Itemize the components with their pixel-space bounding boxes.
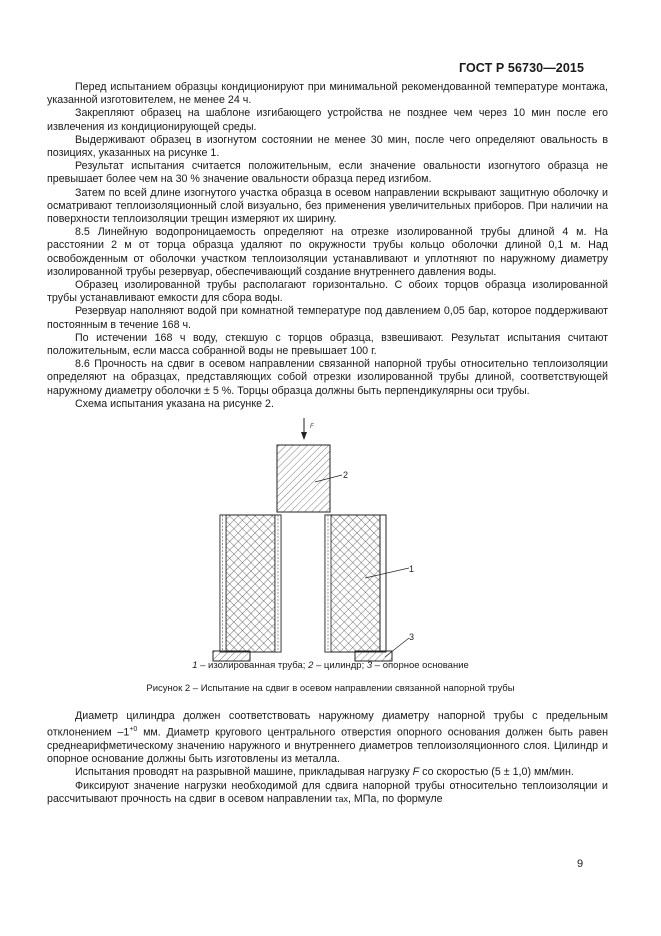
- paragraph: По истечении 168 ч воду, стекшую с торцов образца, взвешивают. Результат испытания считают положительным, если масса собранной воды не превышает 100 г.: [47, 331, 608, 358]
- force-label: F: [310, 424, 314, 430]
- legend-text-1: – изолированная труба;: [197, 660, 309, 671]
- document-id-header: ГОСТ Р 56730—2015: [458, 61, 584, 75]
- callout-3: 3: [409, 632, 415, 642]
- pipe-wall-right: [325, 515, 386, 652]
- paragraph: [47, 766, 608, 779]
- paragraph: Схема испытания указана на рисунке 2.: [75, 397, 274, 410]
- legend-num-2: 2: [308, 660, 314, 671]
- pipe-wall-left: [220, 515, 281, 652]
- text-span: со скоростью (5 ± 1,0) мм/мин.: [419, 766, 574, 779]
- paragraph: Резервуар наполняют водой при комнатной температуре под давлением 0,05 бар, которое поддерживают постоянным в течение 168 ч.: [47, 305, 608, 331]
- callout-2: 2: [343, 470, 349, 480]
- body-text-top: [47, 81, 608, 411]
- shear-test-schematic: [200, 418, 480, 668]
- cylinder-shape: [277, 445, 330, 512]
- body-text-bottom: [47, 710, 608, 806]
- caption-prefix: Рисунок 2 –: [146, 683, 201, 694]
- force-arrow-icon: [301, 418, 307, 440]
- figure-2-shear-test-diagram: [200, 418, 480, 668]
- paragraph: Закрепляют образец на шаблоне изгибающего устройства не позднее чем через 10 мин после его извлечения из кондиционирующей среды.: [47, 107, 608, 133]
- text-span: Испытания проводят на разрывной машине, прикладывая нагрузку: [75, 766, 413, 779]
- paragraph-section-8-5: 8.5 Линейную водопроницаемость определяют на отрезке изолированной трубы длиной 4 м. На расстоянии 2 м от торца образца удаляют по окружности трубы кольцо оболочки длиной 0,1 м. Над освобожденным от оболочки участком теплоизоляции устанавливают и уплотняют по наружному диаметру изолированной трубы резервуар, обеспечивающий создание внутреннего давления воды.: [47, 226, 608, 278]
- paragraph: Результат испытания считается положительным, если значение овальности изогнутого образца не превышает более чем на 30 % значение овальности образца перед изгибом.: [47, 160, 608, 186]
- paragraph: Образец изолированной трубы располагают горизонтально. С обоих торцов образца изолированной трубы устанавливают емкости для сбора воды.: [47, 279, 608, 305]
- paragraph: Перед испытанием образцы кондиционируют при минимальной рекомендованной температуре монтажа, указанной изготовителем, не менее 24 ч.: [47, 81, 608, 107]
- paragraph: [47, 710, 608, 766]
- legend-num-1: 1: [192, 660, 198, 671]
- text-span: Фиксируют значение нагрузки необходимой для сдвига напорной трубы относительно теплоизоляции и рассчитывают прочность на сдвиг в осевом направлении: [47, 779, 608, 805]
- tolerance-superscript: +0: [129, 726, 138, 734]
- text-span: Диаметр цилиндра должен соответствовать наружному диаметру напорной трубы с предельным отклонением –1: [47, 710, 608, 739]
- figure-caption: [0, 683, 661, 694]
- legend-num-3: 3: [366, 660, 373, 671]
- legend-text-3: – опорное основание: [372, 660, 469, 671]
- text-span: , МПа, по формуле: [347, 792, 443, 805]
- page-number: 9: [577, 858, 584, 870]
- legend-text-2: – цилиндр;: [313, 660, 367, 671]
- caption-text: Испытание на сдвиг в осевом направлении связанной напорной трубы: [200, 683, 515, 694]
- figure-legend: [0, 660, 661, 671]
- force-symbol: F: [412, 766, 420, 779]
- paragraph: [47, 780, 608, 806]
- callout-1: 1: [409, 564, 415, 574]
- paragraph: Затем по всей длине изогнутого участка образца в осевом направлении вскрывают защитную оболочку и осматривают теплоизоляционный слой визуально, без применения увеличительных приборов. При наличии на поверхности теплоизоляции трещин измеряют их ширину.: [47, 186, 608, 226]
- text-span: мм. Диаметр кругового центрального отверстия опорного основания должен быть равен среднеарифметическому значению наружного и внутреннего диаметров теплоизоляционного слоя. Цилиндр и опорное основание должны быть изготовлены из металла.: [47, 726, 608, 766]
- tau-symbol: τax: [334, 793, 348, 804]
- paragraph: Выдерживают образец в изогнутом состоянии не менее 30 мин, после чего определяют овальность в позициях, указанных на рисунке 1.: [47, 133, 608, 160]
- paragraph-section-8-6: 8.6 Прочность на сдвиг в осевом направлении связанной напорной трубы относительно теплоизоляции определяют на образцах, представляющих собой отрезки изолированной трубы длиной, соответствующей наружному диаметру оболочки ± 5 %. Торцы образца должны быть перпендикулярны оси трубы.: [47, 358, 608, 397]
